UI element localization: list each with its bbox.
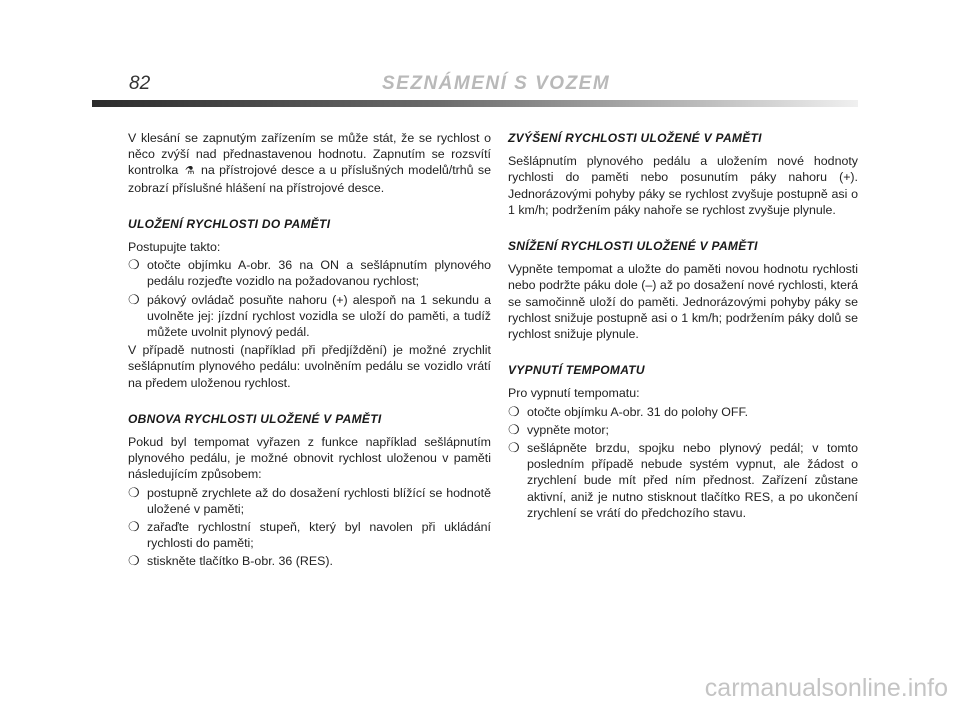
watermark-link[interactable]: carmanualsonline.info <box>704 674 948 702</box>
section-heading-decrease-speed: SNÍŽENÍ RYCHLOSTI ULOŽENÉ V PAMĚTI <box>508 239 758 254</box>
bullet-circle-icon: ❍ <box>128 553 140 569</box>
left-column <box>128 130 491 572</box>
section-text: Sešlápnutím plynového pedálu a uložením nové hodnoty rychlosti do paměti nebo posunutím páky nahoru (+). Jednorázovými pohyby páky se rychlost zvyšuje postupně asi o 1 km/h; podržením páky nahoře se rychlost zvyšuje plynule. <box>508 154 858 217</box>
list-item: ❍ sešlápněte brzdu, spojku nebo plynový pedál; v tomto posledním případě nebude systém vypnut, ale žádost o zrychlení bude mít před ním přednost. Zařízení zůstane aktivní, aniž je nutno stisknout tlačítko RES, a po ukončení zrychlení se vrátí do předchozího stavu. <box>508 440 858 520</box>
page-number: 82 <box>129 73 151 94</box>
section-heading-store-speed: ULOŽENÍ RYCHLOSTI DO PAMĚTI <box>128 216 331 231</box>
list-item: ❍ stiskněte tlačítko B-obr. 36 (RES). <box>128 553 333 569</box>
cruise-control-warning-icon: ⚗ <box>184 165 195 178</box>
bullet-circle-icon: ❍ <box>508 440 520 456</box>
bullet-circle-icon: ❍ <box>128 484 140 500</box>
intro-paragraph: V klesání se zapnutým zařízením se může stát, že se rychlost o něco zvýší nad přednastavenou hodnotu. Zapnutím se rozsvítí kontrolka ⚗ na přístrojové desce a u příslušných modelů/trhů se zobrazí příslušné hlášení na přístrojové desce. <box>128 131 491 195</box>
bullet-circle-icon: ❍ <box>128 257 140 273</box>
section-heading-increase-speed: ZVÝŠENÍ RYCHLOSTI ULOŽENÉ V PAMĚTI <box>508 131 762 145</box>
section-lead: Postupujte takto: <box>128 240 221 255</box>
list-item: ❍ otočte objímku A-obr. 36 na ON a sešlápnutím plynového pedálu rozjeďte vozidlo na požadovanou rychlost; <box>128 257 491 289</box>
list-item: ❍ vypněte motor; <box>508 421 609 437</box>
bullet-circle-icon: ❍ <box>508 403 520 419</box>
section-note: V případě nutnosti (například při předjíždění) je možné zrychlit sešlápnutím plynového pedálu: uvolněním pedálu se vozidlo vrátí na předem uloženou rychlost. <box>128 343 491 390</box>
right-column <box>508 130 858 523</box>
section-text: Vypněte tempomat a uložte do paměti novou hodnotu rychlosti nebo podržte páku dole (–) až po dosažení nové rychlosti, která se samočinně uloží do paměti. Jednorázovými pohyby páky se rychlost snižuje postupně asi o 1 km/h; podržením páky dolů se rychlost snižuje plynule. <box>508 262 858 342</box>
section-heading-restore-speed: OBNOVA RYCHLOSTI ULOŽENÉ V PAMĚTI <box>128 411 382 426</box>
section-lead: Pro vypnutí tempomatu: <box>508 386 640 401</box>
bullet-circle-icon: ❍ <box>128 291 140 307</box>
section-heading-disable-cruise: VYPNUTÍ TEMPOMATU <box>508 363 645 378</box>
bullet-circle-icon: ❍ <box>508 421 520 437</box>
list-item: ❍ postupně zrychlete až do dosažení rychlosti blížící se hodnotě uložené v paměti; <box>128 484 491 516</box>
header-divider <box>92 100 858 107</box>
list-item: ❍ zařaďte rychlostní stupeň, který byl navolen při ukládání rychlosti do paměti; <box>128 519 491 551</box>
section-lead: Pokud byl tempomat vyřazen z funkce například sešlápnutím plynového pedálu, je možné obnovit rychlost uloženou v paměti následujícím způsobem: <box>128 435 491 482</box>
bullet-circle-icon: ❍ <box>128 519 140 535</box>
list-item: ❍ otočte objímku A-obr. 31 do polohy OFF. <box>508 403 749 419</box>
running-title: SEZNÁMENÍ S VOZEM <box>382 73 611 94</box>
list-item: ❍ pákový ovládač posuňte nahoru (+) alespoň na 1 sekundu a uvolněte jej: jízdní rychlost vozidla se uloží do paměti, a tudíž můžete uvolnit plynový pedál. <box>128 291 491 340</box>
